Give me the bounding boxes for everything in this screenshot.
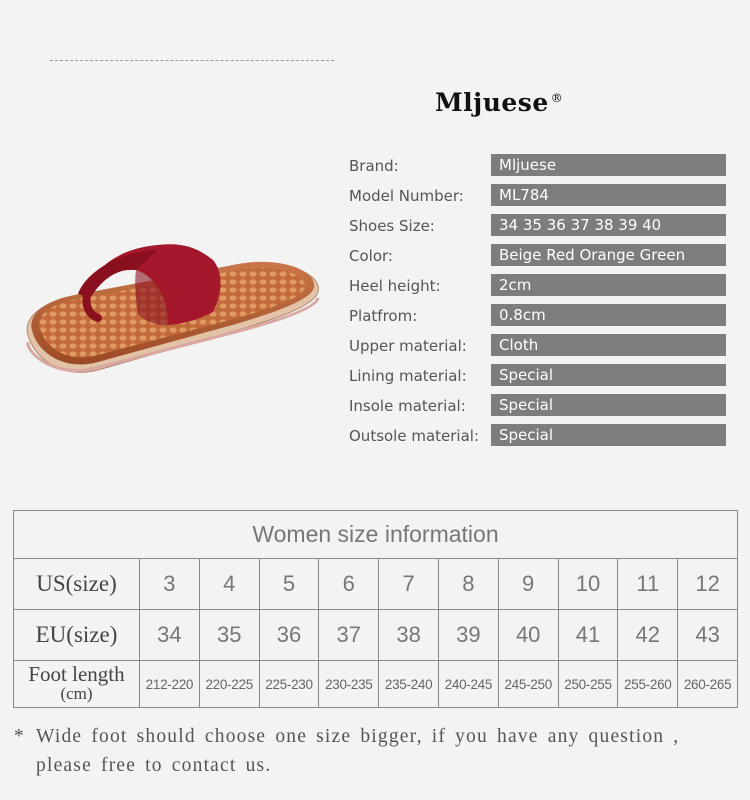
spec-row-outsole-material [349, 423, 726, 453]
spec-label: Outsole material: [349, 427, 480, 445]
spec-value: Cloth [491, 334, 726, 356]
size-cell: 9 [499, 559, 559, 609]
foot-length-label: Foot length [28, 662, 125, 686]
size-row-eu [14, 610, 737, 661]
size-cell: 36 [260, 610, 320, 660]
spec-value: 2cm [491, 274, 726, 296]
size-cell: 225-230 [260, 661, 320, 707]
spec-value: Beige Red Orange Green [491, 244, 726, 266]
spec-label: Color: [349, 247, 393, 265]
spec-label: Heel height: [349, 277, 441, 295]
size-row-foot-length [14, 661, 737, 707]
size-table-title: Women size information [14, 511, 737, 559]
spec-row-heel-height [349, 273, 726, 303]
size-advice-text: Wide foot should choose one size bigger, if you have any question , please free to contact us. [36, 726, 680, 776]
spec-label: Upper material: [349, 337, 467, 355]
spec-value: Mljuese [491, 154, 726, 176]
spec-row-model-number [349, 183, 726, 213]
size-cell: 39 [439, 610, 499, 660]
size-row-header [14, 661, 140, 707]
size-cell: 34 [140, 610, 200, 660]
size-cell: 12 [695, 571, 720, 596]
spec-row-insole-material [349, 393, 726, 423]
spec-value: 34 35 36 37 38 39 40 [491, 214, 726, 236]
size-cell: 40 [499, 610, 559, 660]
size-cell: 255-260 [618, 661, 678, 707]
size-cell: 11 [618, 559, 678, 609]
spec-label: Shoes Size: [349, 217, 435, 235]
size-cell: 10 [559, 559, 619, 609]
size-row-header: US(size) [14, 559, 140, 609]
size-table [13, 510, 738, 708]
spec-row-shoes-size [349, 213, 726, 243]
size-cell: 220-225 [200, 661, 260, 707]
flip-flop-sandal-icon [18, 230, 328, 380]
size-cell: 6 [319, 559, 379, 609]
spec-value: 0.8cm [491, 304, 726, 326]
size-row-us [14, 559, 737, 610]
spec-label: Model Number: [349, 187, 464, 205]
spec-label: Brand: [349, 157, 399, 175]
size-cell: 42 [618, 610, 678, 660]
brand-logo: Mljuese ® [435, 88, 564, 117]
spec-row-color [349, 243, 726, 273]
size-cell: 4 [200, 559, 260, 609]
size-cell: 250-255 [559, 661, 619, 707]
size-cell: 8 [439, 559, 499, 609]
size-cell: 41 [559, 610, 619, 660]
asterisk: * [14, 726, 25, 747]
size-cell: 230-235 [319, 661, 379, 707]
size-cell: 260-265 [683, 676, 732, 692]
size-cell: 212-220 [140, 661, 200, 707]
size-cell: 7 [379, 559, 439, 609]
spec-table [349, 153, 726, 453]
size-cell: 37 [319, 610, 379, 660]
spec-row-upper-material [349, 333, 726, 363]
size-cell: 235-240 [379, 661, 439, 707]
dashed-divider [50, 60, 334, 61]
size-cell: 3 [140, 559, 200, 609]
size-row-header: EU(size) [14, 610, 140, 660]
spec-row-brand [349, 153, 726, 183]
size-cell: 240-245 [439, 661, 499, 707]
spec-row-lining-material [349, 363, 726, 393]
spec-value: Special [491, 394, 726, 416]
spec-value: Special [491, 364, 726, 386]
size-cell: 38 [379, 610, 439, 660]
spec-value: ML784 [491, 184, 726, 206]
size-cell: 35 [200, 610, 260, 660]
spec-label: Platfrom: [349, 307, 418, 325]
spec-value: Special [491, 424, 726, 446]
foot-length-unit: (cm) [60, 684, 93, 703]
spec-label: Insole material: [349, 397, 466, 415]
size-cell: 245-250 [499, 661, 559, 707]
spec-label: Lining material: [349, 367, 467, 385]
size-advice-note [14, 722, 744, 780]
spec-row-platform [349, 303, 726, 333]
size-cell: 5 [260, 559, 320, 609]
size-cell: 43 [695, 622, 720, 647]
